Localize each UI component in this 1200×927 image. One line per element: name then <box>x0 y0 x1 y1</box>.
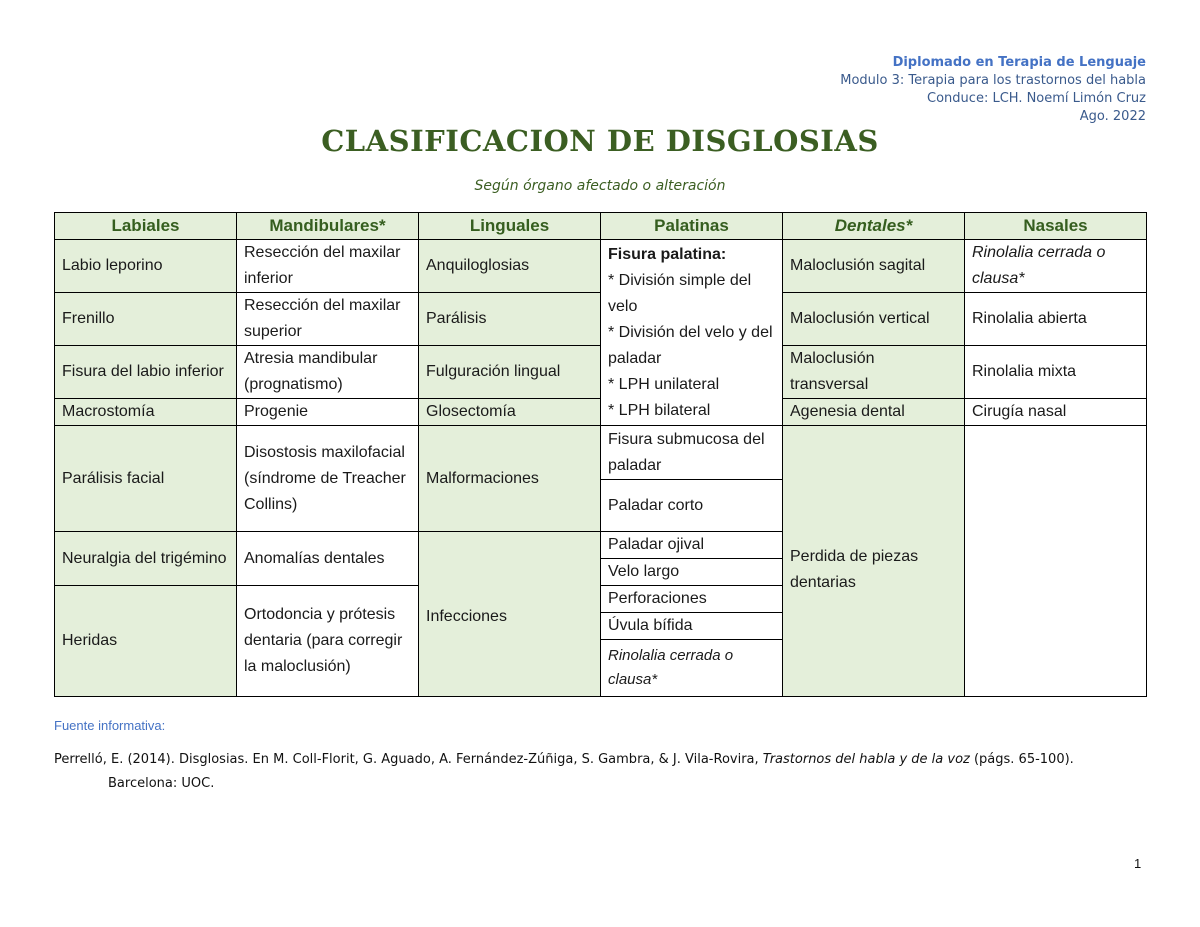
header-nasales: Nasales <box>965 213 1147 240</box>
nasales-empty-cell <box>965 426 1147 697</box>
bibliographic-reference <box>54 748 1154 796</box>
dentales-cell: Agenesia dental <box>783 399 965 426</box>
reference-book-title: Trastornos del habla y de la voz <box>762 752 970 767</box>
header-course: Diplomado en Terapia de Lenguaje <box>892 55 1146 70</box>
labiales-cell: Parálisis facial <box>55 426 237 532</box>
linguales-cell: Glosectomía <box>419 399 601 426</box>
labiales-cell: Macrostomía <box>55 399 237 426</box>
reference-line <box>54 748 1154 772</box>
linguales-cell: Malformaciones <box>419 426 601 532</box>
dentales-perdida-text: Perdida de piezas dentarias <box>790 548 919 591</box>
nasales-cell: Rinolalia cerrada o clausa* <box>965 240 1147 293</box>
source-label: Fuente informativa: <box>54 718 166 733</box>
mandibulares-cell: Disostosis maxilofacial (síndrome de Treacher Collins) <box>237 426 419 532</box>
fisura-item: * LPH unilateral <box>608 375 720 393</box>
dentales-cell: Maloclusión vertical <box>783 293 965 346</box>
labiales-cell: Frenillo <box>55 293 237 346</box>
dentales-cell: Maloclusión sagital <box>783 240 965 293</box>
palatinas-cell: Úvula bífida <box>601 613 783 640</box>
page-subtitle: Según órgano afectado o alteración <box>474 178 726 194</box>
palatinas-cell: Paladar ojival <box>601 532 783 559</box>
linguales-cell: Anquiloglosias <box>419 240 601 293</box>
header-date: Ago. 2022 <box>1079 109 1146 124</box>
classification-table <box>54 212 1147 697</box>
header-labiales: Labiales <box>55 213 237 240</box>
mandibulares-cell: Ortodoncia y prótesis dentaria (para corregir la maloclusión) <box>237 586 419 697</box>
document-header <box>840 54 1146 126</box>
palatinas-cell: Fisura submucosa del paladar <box>601 426 783 480</box>
header-module: Modulo 3: Terapia para los trastornos del habla <box>840 73 1146 88</box>
dentales-cell: Maloclusión transversal <box>783 346 965 399</box>
dentales-cell <box>783 426 965 697</box>
mandibulares-cell: Atresia mandibular (prognatismo) <box>237 346 419 399</box>
nasales-cell: Rinolalia mixta <box>965 346 1147 399</box>
nasales-cell: Cirugía nasal <box>965 399 1147 426</box>
labiales-cell: Labio leporino <box>55 240 237 293</box>
fisura-item: * LPH bilateral <box>608 401 711 419</box>
linguales-cell <box>419 532 601 697</box>
palatinas-cell: Paladar corto <box>601 480 783 532</box>
table-row <box>55 240 1147 293</box>
labiales-cell: Fisura del labio inferior <box>55 346 237 399</box>
reference-publisher: Barcelona: UOC. <box>108 776 215 791</box>
mandibulares-cell: Resección del maxilar inferior <box>237 240 419 293</box>
palatinas-cell: Perforaciones <box>601 586 783 613</box>
fisura-palatina-label: Fisura palatina: <box>608 245 727 263</box>
mandibulares-cell: Anomalías dentales <box>237 532 419 586</box>
reference-authors: Perrelló, E. (2014). Disglosias. En M. Coll-Florit, G. Aguado, A. Fernández-Zúñiga, S. Gambra, & J. Vila-Rovira, <box>54 752 763 767</box>
labiales-cell: Neuralgia del trigémino <box>55 532 237 586</box>
header-mandibulares: Mandibulares* <box>237 213 419 240</box>
table-header-row <box>55 213 1147 240</box>
palatinas-fisura-cell <box>601 240 783 426</box>
labiales-cell: Heridas <box>55 586 237 697</box>
linguales-cell: Fulguración lingual <box>419 346 601 399</box>
palatinas-cell: Rinolalia cerrada o clausa* <box>601 640 783 697</box>
header-linguales: Linguales <box>419 213 601 240</box>
page-number: 1 <box>1134 856 1142 871</box>
palatinas-cell: Velo largo <box>601 559 783 586</box>
reference-pages: (págs. 65-100). <box>969 752 1074 767</box>
mandibulares-cell: Resección del maxilar superior <box>237 293 419 346</box>
header-instructor: Conduce: LCH. Noemí Limón Cruz <box>927 91 1146 106</box>
header-palatinas: Palatinas <box>601 213 783 240</box>
mandibulares-cell: Progenie <box>237 399 419 426</box>
fisura-item: * División del velo y del paladar <box>608 323 773 367</box>
linguales-infecciones-text: Infecciones <box>426 608 507 625</box>
nasales-cell: Rinolalia abierta <box>965 293 1147 346</box>
linguales-cell: Parálisis <box>419 293 601 346</box>
fisura-item: * División simple del velo <box>608 271 752 315</box>
table-row <box>55 426 1147 480</box>
header-dentales: Dentales* <box>783 213 965 240</box>
page-title: CLASIFICACION DE DISGLOSIAS <box>321 124 879 158</box>
